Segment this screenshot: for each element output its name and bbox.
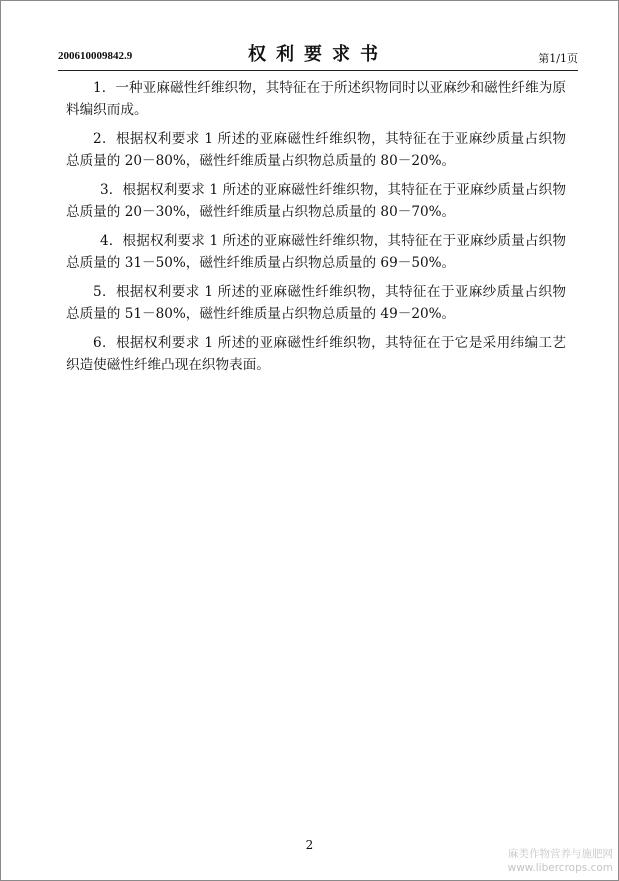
watermark-site-name: 麻类作物营养与施肥网 — [508, 848, 613, 860]
claims-list — [66, 77, 566, 383]
watermark — [495, 847, 613, 875]
application-number: 200610009842.9 — [58, 50, 133, 62]
claim-3: 3．根据权利要求 1 所述的亚麻磁性纤维织物，其特征在于亚麻纱质量占织物总质量的 20－30%，磁性纤维质量占织物总质量的 80－70%。 — [66, 182, 566, 220]
claim-2: 2．根据权利要求 1 所述的亚麻磁性纤维织物，其特征在于亚麻纱质量占织物总质量的 20－80%，磁性纤维质量占织物总质量的 80－20%。 — [66, 131, 566, 169]
document-title: 权利要求书 — [248, 44, 388, 65]
header-rule — [58, 70, 578, 71]
page-indicator: 第1/1页 — [538, 52, 578, 65]
claim-4: 4．根据权利要求 1 所述的亚麻磁性纤维织物，其特征在于亚麻纱质量占织物总质量的 31－50%，磁性纤维质量占织物总质量的 69－50%。 — [66, 233, 566, 271]
claim-1: 1．一种亚麻磁性纤维织物，其特征在于所述织物同时以亚麻纱和磁性纤维为原料编织而成。 — [66, 80, 566, 118]
document-header — [58, 40, 578, 70]
claim-6: 6．根据权利要求 1 所述的亚麻磁性纤维织物，其特征在于它是采用纬编工艺织造使磁性纤维凸现在织物表面。 — [66, 335, 566, 373]
watermark-url: www.libercrops.com — [507, 862, 613, 874]
page-number: 2 — [305, 838, 314, 852]
claim-5: 5．根据权利要求 1 所述的亚麻磁性纤维织物，其特征在于亚麻纱质量占织物总质量的 51－80%，磁性纤维质量占织物总质量的 49－20%。 — [66, 284, 566, 322]
